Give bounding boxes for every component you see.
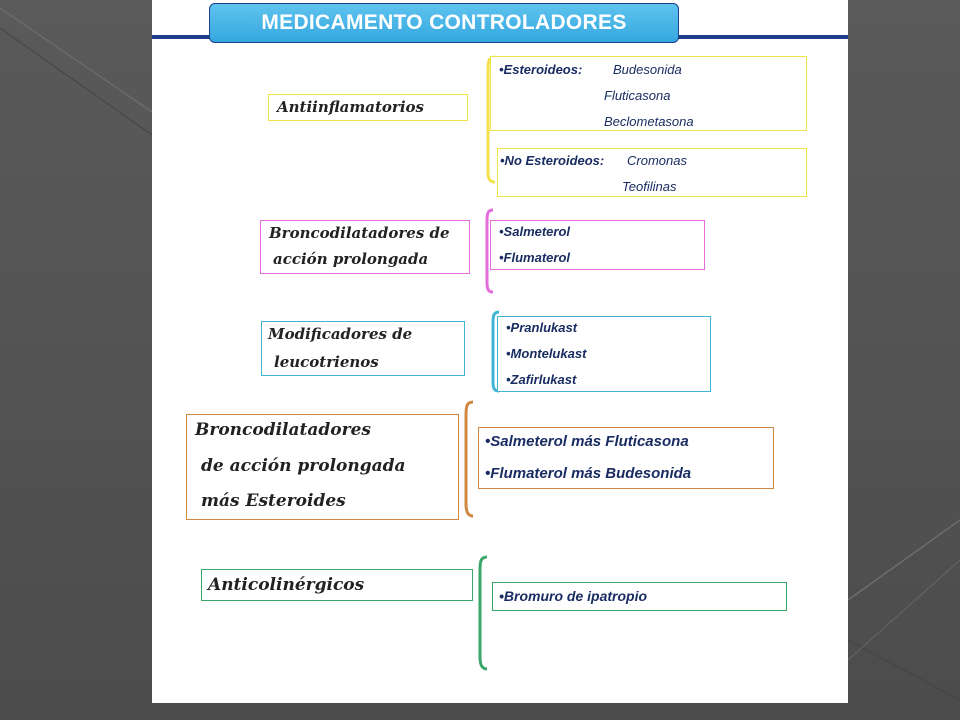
list-item: •Zafirlukast xyxy=(506,372,577,387)
list-item: •Flumaterol xyxy=(499,250,571,265)
sublist-label: •Esteroideos: xyxy=(499,62,583,77)
category-label: Modificadores de xyxy=(268,325,413,343)
list-item: Teofilinas xyxy=(622,179,677,194)
list-item: •Salmeterol xyxy=(499,224,571,239)
category-label: Antiinflamatorios xyxy=(277,98,424,116)
list-item: Cromonas xyxy=(627,153,687,168)
list-item: •Pranlukast xyxy=(506,320,578,335)
brace-combinados xyxy=(460,400,476,520)
category-anticolinergicos xyxy=(201,569,473,601)
sublist-label: •No Esteroideos: xyxy=(500,153,605,168)
list-no-esteroideos xyxy=(497,148,807,197)
category-combinados xyxy=(186,414,459,520)
list-item: •Bromuro de ipatropio xyxy=(499,588,648,604)
category-label: Broncodilatadores xyxy=(195,420,371,440)
category-label: Anticolinérgicos xyxy=(208,575,365,595)
list-item: •Montelukast xyxy=(506,346,587,361)
list-esteroideos xyxy=(490,56,807,131)
category-label: más Esteroides xyxy=(201,491,346,511)
list-item: Budesonida xyxy=(613,62,682,77)
list-leucotrienos xyxy=(497,316,711,392)
category-antiinflamatorios xyxy=(268,94,468,121)
category-label: Broncodilatadores de xyxy=(269,224,450,242)
diagram-slide xyxy=(152,0,848,703)
category-leucotrienos xyxy=(261,321,465,376)
category-label: leucotrienos xyxy=(274,353,379,371)
category-label: de acción prolongada xyxy=(201,456,406,476)
category-label: acción prolongada xyxy=(273,250,429,268)
list-item: Fluticasona xyxy=(604,88,671,103)
list-item: Beclometasona xyxy=(604,114,694,129)
category-broncodilatadores xyxy=(260,220,470,274)
list-item: •Flumaterol más Budesonida xyxy=(485,465,692,482)
list-item: •Salmeterol más Fluticasona xyxy=(485,433,689,450)
list-broncodilatadores xyxy=(490,220,705,270)
page-title: MEDICAMENTO CONTROLADORES xyxy=(209,3,679,43)
list-combinados xyxy=(478,427,774,489)
brace-anticolinergicos xyxy=(474,555,490,673)
list-anticolinergicos xyxy=(492,582,787,611)
